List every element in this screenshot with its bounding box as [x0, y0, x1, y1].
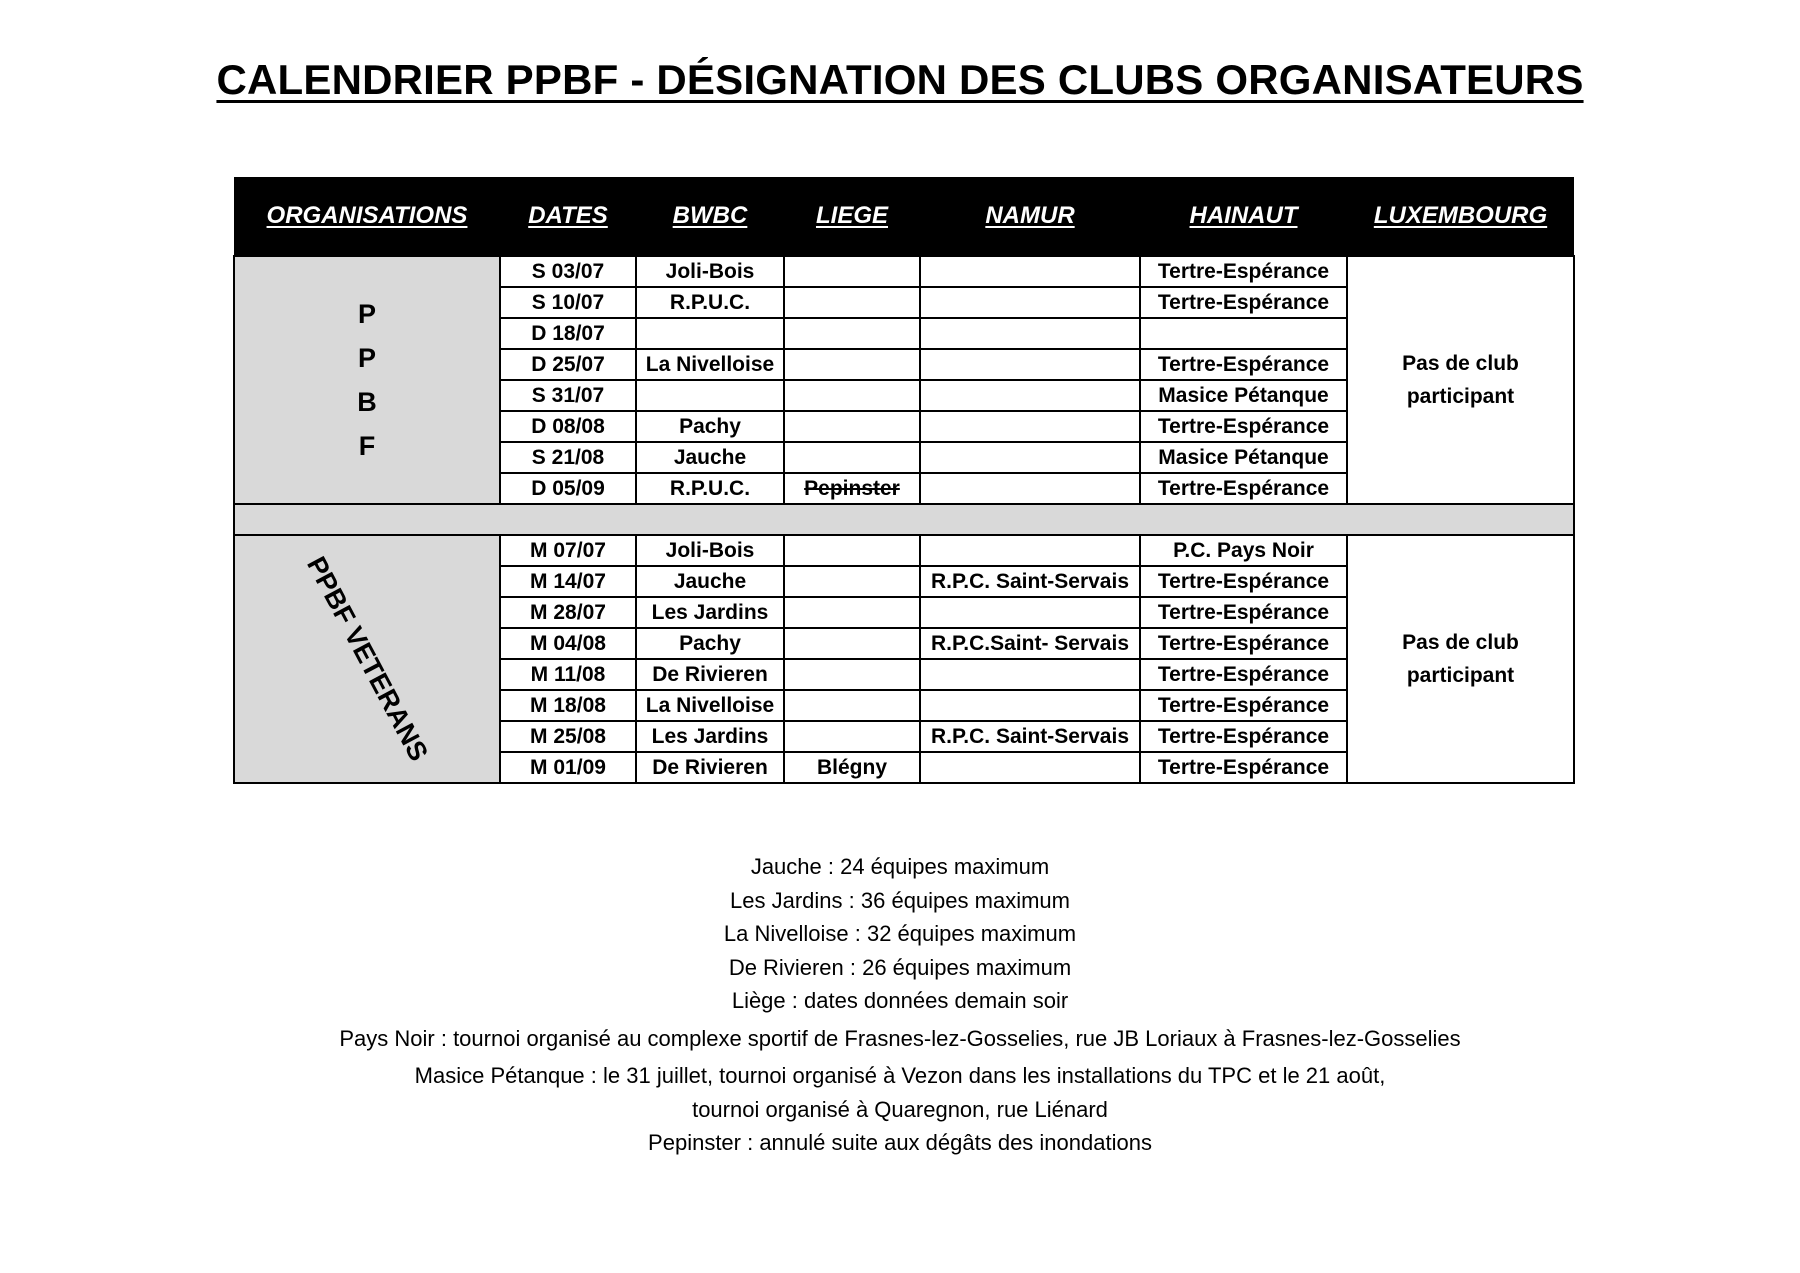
- namur-cell: [920, 349, 1140, 380]
- liege-cell: [784, 349, 920, 380]
- date-cell: D 18/07: [500, 318, 636, 349]
- date-cell: M 01/09: [500, 752, 636, 783]
- note-line: Masice Pétanque : le 31 juillet, tournoi organisé à Vezon dans les installations du TPC et le 21 août,: [414, 1063, 1386, 1088]
- liege-cell: [784, 411, 920, 442]
- namur-cell: [920, 597, 1140, 628]
- namur-cell: R.P.C. Saint-Servais: [920, 721, 1140, 752]
- liege-cell: [784, 597, 920, 628]
- note-line: De Rivieren : 26 équipes maximum: [728, 954, 1072, 980]
- namur-cell: [920, 318, 1140, 349]
- hainaut-cell: Masice Pétanque: [1140, 442, 1347, 473]
- note-line: tournoi organisé à Quaregnon, rue Liénard: [692, 1096, 1108, 1122]
- hainaut-cell: Masice Pétanque: [1140, 380, 1347, 411]
- bwbc-cell: De Rivieren: [636, 659, 784, 690]
- hainaut-cell: Tertre-Espérance: [1140, 287, 1347, 318]
- liege-cell: [784, 628, 920, 659]
- date-cell: S 21/08: [500, 442, 636, 473]
- liege-cell: [784, 721, 920, 752]
- separator-cell: [234, 504, 1574, 535]
- liege-cell: Blégny: [784, 752, 920, 783]
- header-dates: DATES: [500, 177, 636, 256]
- bwbc-cell: Les Jardins: [636, 597, 784, 628]
- note-line: Liège : dates données demain soir: [731, 988, 1069, 1013]
- liege-cell: [784, 442, 920, 473]
- calendar-table: [233, 177, 1575, 784]
- ppbf-vertical-label: [235, 292, 499, 468]
- bwbc-cell: Joli-Bois: [636, 535, 784, 566]
- liege-cell: Pepinster: [784, 473, 920, 504]
- hainaut-cell: P.C. Pays Noir: [1140, 535, 1347, 566]
- page-title-wrap: [0, 56, 1800, 104]
- note-line: Pepinster : annulé suite aux dégâts des inondations: [648, 1130, 1152, 1155]
- header-luxembourg: LUXEMBOURG: [1347, 177, 1574, 256]
- liege-cell: [784, 256, 920, 287]
- namur-cell: [920, 752, 1140, 783]
- note-line: La Nivelloise : 32 équipes maximum: [723, 921, 1077, 946]
- bwbc-cell: La Nivelloise: [636, 690, 784, 721]
- veterans-rotated-label: PPBF VETERANS: [301, 551, 434, 766]
- ppbf-label-letter: P: [357, 343, 376, 373]
- header-hainaut: HAINAUT: [1140, 177, 1347, 256]
- notes: [0, 850, 1800, 1160]
- ppbf-org-cell: [234, 256, 500, 504]
- namur-cell: [920, 442, 1140, 473]
- namur-cell: [920, 287, 1140, 318]
- liege-cell: [784, 535, 920, 566]
- header-liege: LIEGE: [784, 177, 920, 256]
- hainaut-cell: Tertre-Espérance: [1140, 256, 1347, 287]
- liege-cell: [784, 566, 920, 597]
- ppbf-label-letter: B: [357, 387, 377, 417]
- header-namur: NAMUR: [920, 177, 1140, 256]
- liege-cell: [784, 690, 920, 721]
- veterans-org-cell: [234, 535, 500, 783]
- namur-cell: [920, 659, 1140, 690]
- table-row: [234, 256, 1574, 287]
- date-cell: D 08/08: [500, 411, 636, 442]
- liege-cell: [784, 659, 920, 690]
- hainaut-cell: [1140, 318, 1347, 349]
- bwbc-cell: Les Jardins: [636, 721, 784, 752]
- note-line: Pays Noir : tournoi organisé au complexe sportif de Frasnes-lez-Gosselies, rue JB Loriaux à Frasnes-lez-Gosselies: [339, 1025, 1461, 1051]
- liege-cell: [784, 380, 920, 411]
- hainaut-cell: Tertre-Espérance: [1140, 411, 1347, 442]
- bwbc-cell: Jauche: [636, 442, 784, 473]
- namur-cell: R.P.C. Saint-Servais: [920, 566, 1140, 597]
- namur-cell: [920, 411, 1140, 442]
- date-cell: D 25/07: [500, 349, 636, 380]
- date-cell: M 07/07: [500, 535, 636, 566]
- liege-cell: [784, 318, 920, 349]
- date-cell: M 11/08: [500, 659, 636, 690]
- date-cell: S 10/07: [500, 287, 636, 318]
- header-row: [234, 177, 1574, 256]
- bwbc-cell: R.P.U.C.: [636, 287, 784, 318]
- namur-cell: [920, 690, 1140, 721]
- date-cell: M 25/08: [500, 721, 636, 752]
- luxembourg-cell: [1347, 535, 1574, 783]
- bwbc-cell: Pachy: [636, 411, 784, 442]
- date-cell: D 05/09: [500, 473, 636, 504]
- hainaut-cell: Tertre-Espérance: [1140, 721, 1347, 752]
- hainaut-cell: Tertre-Espérance: [1140, 690, 1347, 721]
- bwbc-cell: [636, 318, 784, 349]
- hainaut-cell: Tertre-Espérance: [1140, 349, 1347, 380]
- page-title: CALENDRIER PPBF - DÉSIGNATION DES CLUBS ORGANISATEURS: [216, 56, 1584, 103]
- namur-cell: [920, 473, 1140, 504]
- date-cell: M 28/07: [500, 597, 636, 628]
- namur-cell: [920, 256, 1140, 287]
- date-cell: M 14/07: [500, 566, 636, 597]
- date-cell: M 04/08: [500, 628, 636, 659]
- hainaut-cell: Tertre-Espérance: [1140, 597, 1347, 628]
- ppbf-label-letter: F: [358, 431, 376, 461]
- liege-cell: [784, 287, 920, 318]
- hainaut-cell: Tertre-Espérance: [1140, 752, 1347, 783]
- ppbf-label-letter: P: [357, 299, 376, 329]
- bwbc-cell: Pachy: [636, 628, 784, 659]
- date-cell: M 18/08: [500, 690, 636, 721]
- veterans-label-wrap: [235, 539, 499, 779]
- luxembourg-note: Pas de club participant: [1402, 352, 1519, 408]
- namur-cell: [920, 535, 1140, 566]
- hainaut-cell: Tertre-Espérance: [1140, 659, 1347, 690]
- namur-cell: [920, 380, 1140, 411]
- luxembourg-cell: [1347, 256, 1574, 504]
- bwbc-cell: La Nivelloise: [636, 349, 784, 380]
- section-separator: [234, 504, 1574, 535]
- header-bwbc: BWBC: [636, 177, 784, 256]
- hainaut-cell: Tertre-Espérance: [1140, 628, 1347, 659]
- namur-cell: R.P.C.Saint- Servais: [920, 628, 1140, 659]
- luxembourg-note: Pas de club participant: [1402, 631, 1519, 687]
- date-cell: S 03/07: [500, 256, 636, 287]
- bwbc-cell: De Rivieren: [636, 752, 784, 783]
- bwbc-cell: Jauche: [636, 566, 784, 597]
- hainaut-cell: Tertre-Espérance: [1140, 473, 1347, 504]
- bwbc-cell: [636, 380, 784, 411]
- bwbc-cell: R.P.U.C.: [636, 473, 784, 504]
- header-organisations: ORGANISATIONS: [234, 177, 500, 256]
- note-line: Jauche : 24 équipes maximum: [750, 854, 1050, 879]
- date-cell: S 31/07: [500, 380, 636, 411]
- table-row: [234, 535, 1574, 566]
- note-line: Les Jardins : 36 équipes maximum: [730, 887, 1070, 913]
- hainaut-cell: Tertre-Espérance: [1140, 566, 1347, 597]
- bwbc-cell: Joli-Bois: [636, 256, 784, 287]
